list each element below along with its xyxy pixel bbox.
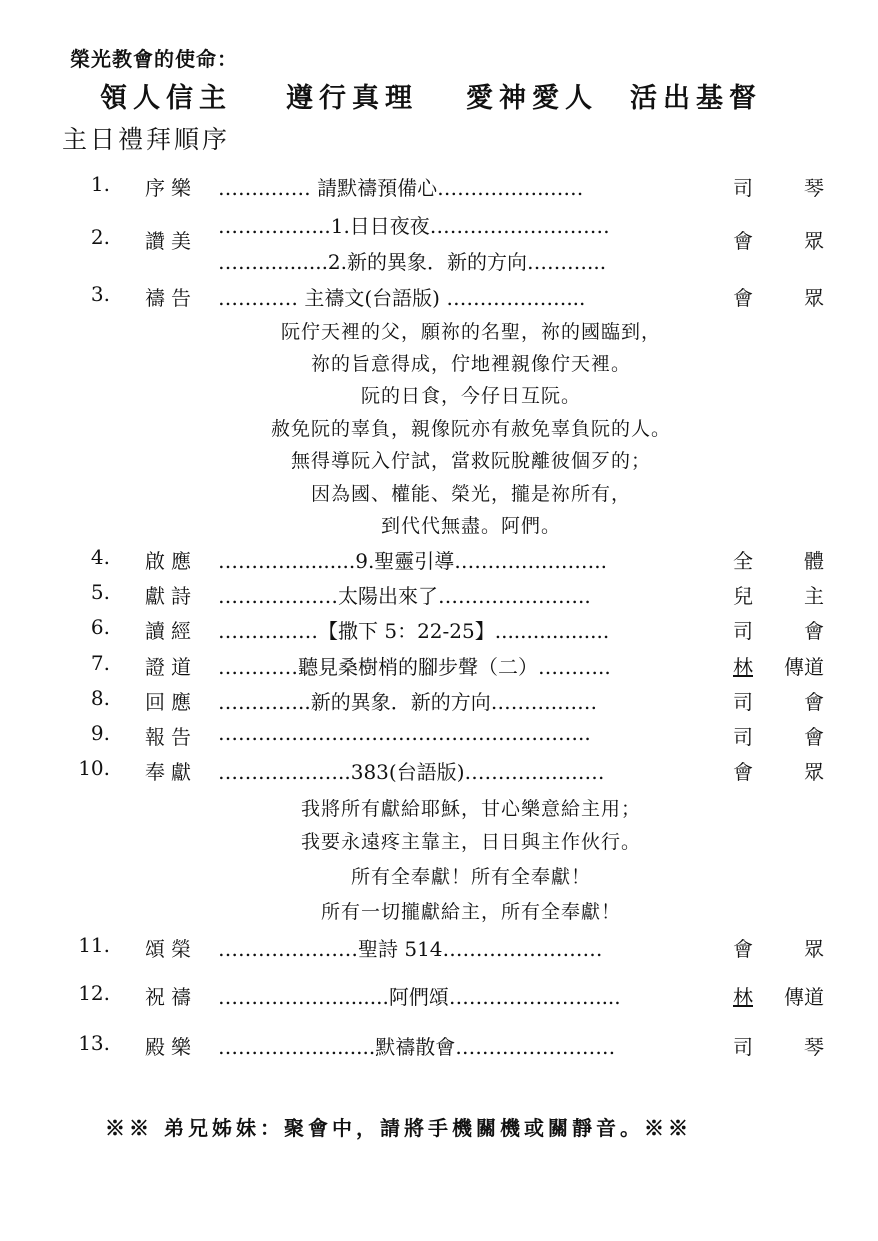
item-name: 禱告 <box>145 286 197 310</box>
item-name: 啟應 <box>145 549 197 573</box>
service-item <box>0 1031 878 1061</box>
item-name: 回應 <box>145 690 197 714</box>
item-number: 11. <box>78 933 110 957</box>
mission-item: 遵行真理 <box>286 83 418 114</box>
item-content: ……………【撒下 5：22-25】.................. <box>218 619 610 643</box>
mission-item: 領人信主 <box>100 83 232 114</box>
item-leader: 眾 <box>804 286 824 310</box>
item-leader: 全 <box>733 549 753 573</box>
prayer-line: 阮佇天裡的父，願祢的名聖，祢的國臨到， <box>280 321 661 343</box>
item-leader: 琴 <box>804 176 824 200</box>
item-number: 6. <box>90 615 110 639</box>
item-number: 2. <box>90 225 110 249</box>
item-leader: 主 <box>804 584 824 608</box>
item-content: ……..…… 請默禱預備心…………….…… <box>218 176 584 200</box>
service-item <box>0 981 878 1011</box>
item-content: …………….........默禱散會…………………… <box>218 1035 616 1059</box>
item-content: …………………聖詩 514…………………… <box>218 937 603 961</box>
service-item <box>0 756 878 786</box>
item-leader: 眾 <box>804 229 824 253</box>
item-number: 12. <box>78 981 110 1005</box>
service-item <box>0 686 878 716</box>
item-number: 13. <box>78 1031 110 1055</box>
service-item <box>0 545 878 575</box>
item-leader: 司 <box>733 690 753 714</box>
item-name: 獻詩 <box>145 584 197 608</box>
hymn-line: 我要永遠疼主靠主，日日與主作伙行。 <box>300 831 641 853</box>
service-item <box>0 580 878 610</box>
order-title: 主日禮拜順序 <box>62 125 231 154</box>
item-name: 殿樂 <box>145 1035 197 1059</box>
item-leader: 會 <box>733 937 753 961</box>
item-number: 8. <box>90 686 110 710</box>
item-leader: 傳道 <box>784 655 824 679</box>
service-item <box>0 282 878 312</box>
item-content: ………………太陽出來了………………….. <box>218 584 591 608</box>
item-leader: 會 <box>804 690 824 714</box>
item-leader: 眾 <box>804 760 824 784</box>
item-content-line <box>0 246 878 276</box>
item-leader: 會 <box>733 229 753 253</box>
service-item <box>0 933 878 963</box>
service-item <box>0 651 878 681</box>
item-name: 報告 <box>145 725 197 749</box>
item-content: ………………..383(台語版)………………… <box>218 760 605 784</box>
item-leader: 體 <box>804 549 824 573</box>
item-number: 9. <box>90 721 110 745</box>
item-name: 奉獻 <box>145 760 197 784</box>
item-leader: 傳道 <box>784 985 824 1009</box>
item-number: 3. <box>90 282 110 306</box>
item-leader: 兒 <box>733 584 753 608</box>
item-leader: 司 <box>733 176 753 200</box>
item-leader: 司 <box>733 619 753 643</box>
item-name: 讚美 <box>145 229 197 253</box>
service-item <box>0 721 878 751</box>
item-leader: 會 <box>733 760 753 784</box>
prayer-line: 祢的旨意得成，佇地裡親像佇天裡。 <box>310 353 631 375</box>
item-number: 1. <box>90 172 110 196</box>
service-item <box>0 615 878 645</box>
mission-item: 愛神愛人 <box>466 83 598 114</box>
hymn-line: 所有一切攏獻給主，所有全奉獻！ <box>320 901 621 923</box>
prayer-line: 阮的日食，今仔日互阮。 <box>360 385 581 407</box>
item-leader: 林 <box>733 655 753 679</box>
item-number: 5. <box>90 580 110 604</box>
item-content: …………聽見桑樹梢的腳步聲（二）……….. <box>218 655 611 679</box>
prayer-line: 到代代無盡。阿們。 <box>380 515 561 537</box>
item-number: 10. <box>78 756 110 780</box>
item-leader: 司 <box>733 725 753 749</box>
item-name: 序樂 <box>145 176 197 200</box>
item-content: ……...........2.新的異象．新的方向………... <box>218 250 607 274</box>
item-content: ………….........9.聖靈引導………………….. <box>218 549 608 573</box>
item-leader: 司 <box>733 1035 753 1059</box>
mission-statement <box>100 76 762 115</box>
item-leader: 會 <box>733 286 753 310</box>
mission-label: 榮光教會的使命： <box>70 47 238 71</box>
item-leader: 會 <box>804 619 824 643</box>
item-name: 頌榮 <box>145 937 197 961</box>
item-content: …………..新的異象．新的方向……….…… <box>218 690 598 714</box>
item-leader: 琴 <box>804 1035 824 1059</box>
prayer-line: 赦免阮的辜負，親像阮亦有赦免辜負阮的人。 <box>270 418 671 440</box>
item-number: 7. <box>90 651 110 675</box>
item-content-line <box>0 210 878 240</box>
prayer-line: 因為國、權能、榮光，攏是祢所有， <box>310 483 631 505</box>
item-name: 讀經 <box>145 619 197 643</box>
service-item <box>0 172 878 202</box>
hymn-line: 所有全奉獻！所有全奉獻！ <box>350 866 591 888</box>
item-leader: 眾 <box>804 937 824 961</box>
item-name: 祝禱 <box>145 985 197 1009</box>
item-content: ………… 主禱文(台語版) ………………... <box>218 286 586 310</box>
item-name: 證道 <box>145 655 197 679</box>
item-content: ………………........阿們頌…………….…….... <box>218 985 621 1009</box>
hymn-line: 我將所有獻給耶穌，甘心樂意給主用； <box>300 798 641 820</box>
item-content: ……………..1.日日夜夜……………………… <box>218 214 610 238</box>
prayer-line: 無得導阮入佇試，當救阮脫離彼個歹的； <box>290 450 651 472</box>
footer-notice: ※※ 弟兄姊妹：聚會中，請將手機關機或關靜音。※※ <box>105 1116 692 1140</box>
item-content: ……………………………………………….. <box>218 721 591 745</box>
item-leader: 林 <box>733 985 753 1009</box>
item-leader: 會 <box>804 725 824 749</box>
item-number: 4. <box>90 545 110 569</box>
mission-item: 活出基督 <box>630 83 762 114</box>
